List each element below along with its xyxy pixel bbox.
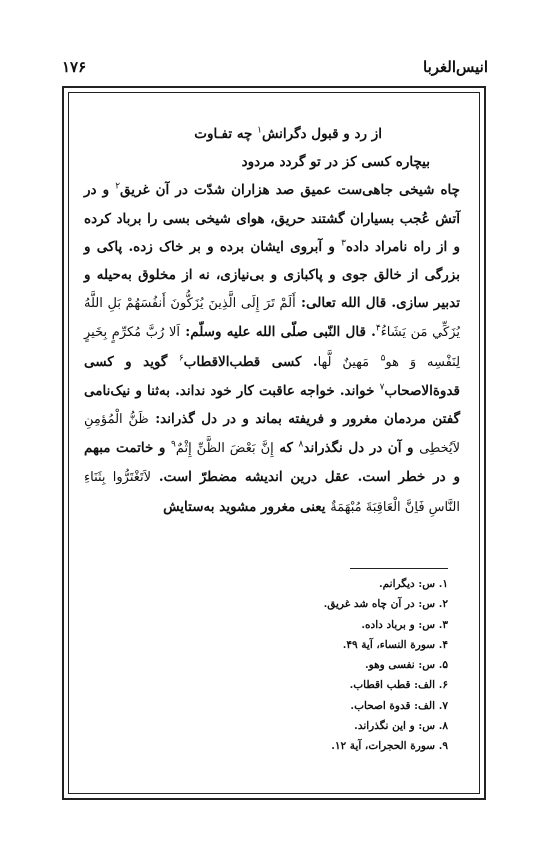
footnote-separator (350, 568, 448, 569)
quran-quote: أَلَمْ تَرَ إِلَى الَّذِينَ يُزَكُّونَ أَنفُسَهُمْ بَلِ اللَّهُ يُزَكِّي مَن يَشَاءُ (84, 296, 460, 341)
verse-line-2: بیچاره کسی کز در تو گردد مردود (241, 154, 430, 171)
footnote: ۳. س: و برباد داده. (361, 618, 448, 631)
footnote-ref: ۹ (170, 439, 176, 450)
footnote-ref: ۵ (380, 353, 386, 364)
hadith-quote: ظَنُّ الْمُؤمِنِ لاَیُخطِی (84, 412, 461, 457)
quran-quote: إِنَّ بَعْضَ الظَّنِّ إِثْمٌ (175, 441, 274, 457)
hadith-quote: اَلا رُبَّ مُکرِّمٍ بِخَیرٍ لِنَفْسِه وَ هو (84, 325, 461, 370)
running-title: انیس‌الغربا (423, 58, 488, 76)
footnote-ref: ۳ (341, 238, 346, 249)
verse-line-1: از رد و قبول دگرانش$^۱$ چه تفـاوت (194, 125, 382, 142)
footnote: ۹. سورة الحجرات، آیة ۱۲. (331, 740, 448, 753)
footnote: ۱. س: دیگرانم. (379, 578, 448, 590)
footnote-ref: ۲ (115, 181, 121, 192)
arabic-quote: لاَتَغْتَرُّوا بِثَنَاءِ النَّاسِ فَاِنَّ الْعَاقِبَةَ مُبْهَمَةٌ (84, 470, 460, 515)
hadith-quote: مَهینٌ لَّها (317, 354, 370, 370)
footnote-ref: ۱ (257, 125, 262, 136)
footnote-ref: ۴ (375, 323, 381, 334)
footnote: ۵. س: نفسی وهو. (365, 659, 448, 672)
footnote: ۷. الف: قدوة اصحاب. (350, 699, 448, 712)
paragraph: چاه شیخی جاهی‌ست عمیق صد هزاران شدّت در آن غریق$^۲$ و در آتش عُجب بسیاران گشتند حریق، هوای شیخی بسی را برباد کرده و از راه نامراد داده$^۳$ و آبروی ایشان برده و بر خاک زده. پاکی و بزرگی از خالق جوی و پاکبازی و بی‌نیازی، نه از مخلوق به‌حیله و تدبیر سازی. قال الله تعالی: أَلَمْ تَرَ إِلَى الَّذِينَ يُزَكُّونَ أَنفُسَهُمْ بَلِ اللَّهُ يُزَكِّي مَن يَشَاءُ$^۴$. قال النّبی صلّی الله علیه وسلّم: اَلا رُبَّ مُکرِّمٍ بِخَیرٍ لِنَفْسِه وَ هو$^۵$ مَهینٌ لَّها. کسی قطب‌الاقطاب$^۶$ گوید و کسی قدوةالاصحاب$^۷$ خواند. خواجه عاقبت کار خود نداند. به‌ثنا و نیک‌نامی گفتن مردمان مغرور و فریفته بماند و در دل گذراند: ظَنُّ الْمُؤمِنِ لاَیُخطِی و آن در دل نگذراند$^۸$ که إِنَّ بَعْضَ الظَّنِّ إِثْمٌ$^۹$ و خاتمت مبهم و در خطر است. عقل درین اندیشه مضطرّ است. لاَتَغْتَرُّوا بِثَنَاءِ النَّاسِ فَاِنَّ الْعَاقِبَةَ مُبْهَمَةٌ یعنی مغرور مشوید به‌ستایش (84, 181, 461, 515)
footnote-ref: ۷ (379, 382, 385, 393)
footnote: ۶. الف: قطب اقطاب. (349, 679, 448, 692)
footnote: ۸. س: و این نگذراند. (354, 720, 448, 733)
page-number: ۱۷۶ (62, 58, 87, 76)
footnote-ref: ۸ (298, 439, 304, 450)
main-text (84, 120, 460, 522)
footnotes (200, 574, 448, 757)
footnote-ref: ۶ (178, 353, 184, 364)
footnote: ۴. سورة النساء، آیة ۴۹. (342, 638, 448, 651)
page-header (62, 58, 488, 84)
footnote: ۲. س: در آن چاه شد غریق. (323, 598, 448, 611)
